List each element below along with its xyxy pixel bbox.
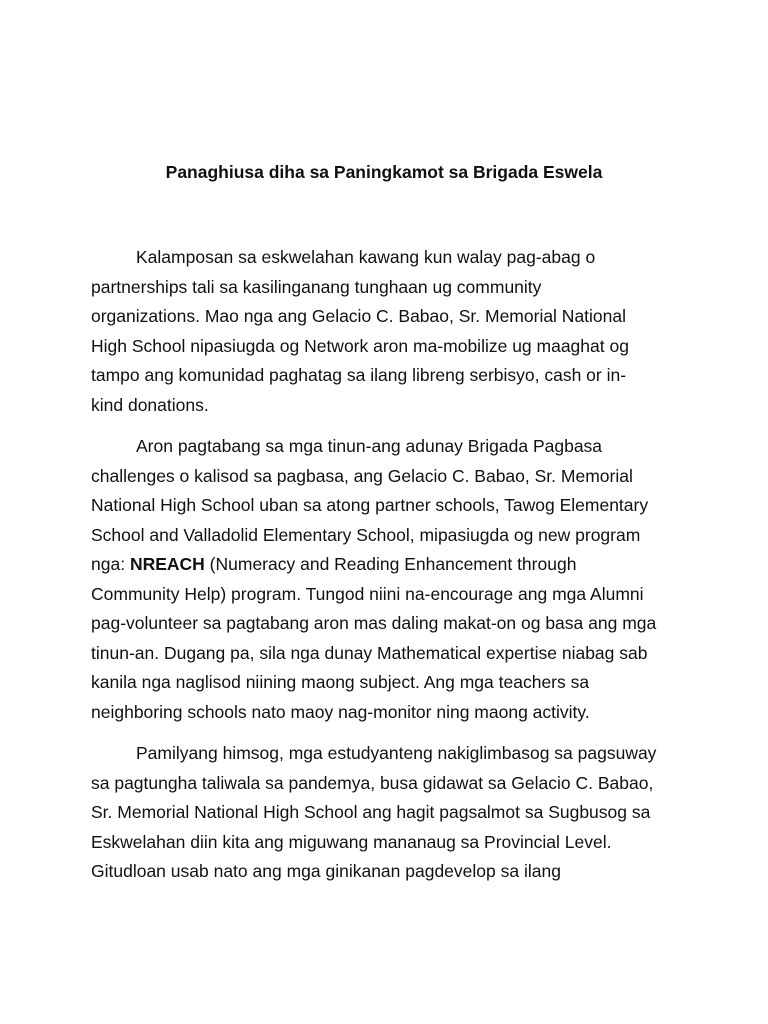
paragraph-line-with-bold <box>91 550 691 580</box>
paragraph-line: neighboring schools nato maoy nag-monitor ning maong activity. <box>91 701 590 722</box>
paragraph-line: Kalamposan sa eskwelahan kawang kun walay pag-abag o <box>136 247 596 267</box>
paragraph-line: High School nipasiugda og Network aron ma-mobilize ug maaghat og <box>91 335 629 356</box>
paragraph-line: tampo ang komunidad paghatag sa ilang libreng serbisyo, cash or in- <box>91 365 627 385</box>
line-suffix: (Numeracy and Reading Enhancement through <box>204 554 577 574</box>
paragraph-line: Gitudloan usab nato ang mga ginikanan pagdevelop sa ilang <box>91 861 561 881</box>
paragraph-line: kind donations. <box>91 394 209 415</box>
paragraph-line: School and Valladolid Elementary School, mipasiugda og new program <box>91 524 641 545</box>
paragraph-3 <box>91 739 691 887</box>
paragraph-1 <box>91 243 691 420</box>
paragraph-line: National High School uban sa atong partner schools, Tawog Elementary <box>91 495 649 515</box>
paragraph-line: Sr. Memorial National High School ang hagit pagsalmot sa Sugbusog sa <box>91 802 651 822</box>
paragraph-line: sa pagtungha taliwala sa pandemya, busa gidawat sa Gelacio C. Babao, <box>91 772 654 793</box>
line-prefix: nga: <box>91 554 130 574</box>
paragraph-line: organizations. Mao nga ang Gelacio C. Babao, Sr. Memorial National <box>91 306 627 326</box>
paragraph-line: Community Help) program. Tungod niini na-encourage ang mga Alumni <box>91 583 644 604</box>
paragraph-2 <box>91 432 691 727</box>
paragraph-line: tinun-an. Dugang pa, sila nga dunay Mathematical expertise niabag sab <box>91 642 648 663</box>
paragraph-line: Aron pagtabang sa mga tinun-ang adunay Brigada Pagbasa <box>136 436 603 456</box>
paragraph-line: pag-volunteer sa pagtabang aron mas daling makat-on og basa ang mga <box>91 613 657 633</box>
paragraph-line: kanila nga naglisod niining maong subject. Ang mga teachers sa <box>91 672 590 692</box>
nreach-bold-text: NREACH <box>129 554 205 574</box>
paragraph-line: Pamilyang himsog, mga estudyanteng nakiglimbasog sa pagsuway <box>136 743 657 763</box>
document-body <box>91 243 691 899</box>
paragraph-line: challenges o kalisod sa pagbasa, ang Gelacio C. Babao, Sr. Memorial <box>91 465 633 486</box>
document-title: Panaghiusa diha sa Paningkamot sa Brigada Eswela <box>165 162 603 182</box>
paragraph-line: partnerships tali sa kasilinganang tunghaan ug community <box>91 276 542 297</box>
paragraph-line: Eskwelahan diin kita ang miguwang mananaug sa Provincial Level. <box>91 831 612 852</box>
